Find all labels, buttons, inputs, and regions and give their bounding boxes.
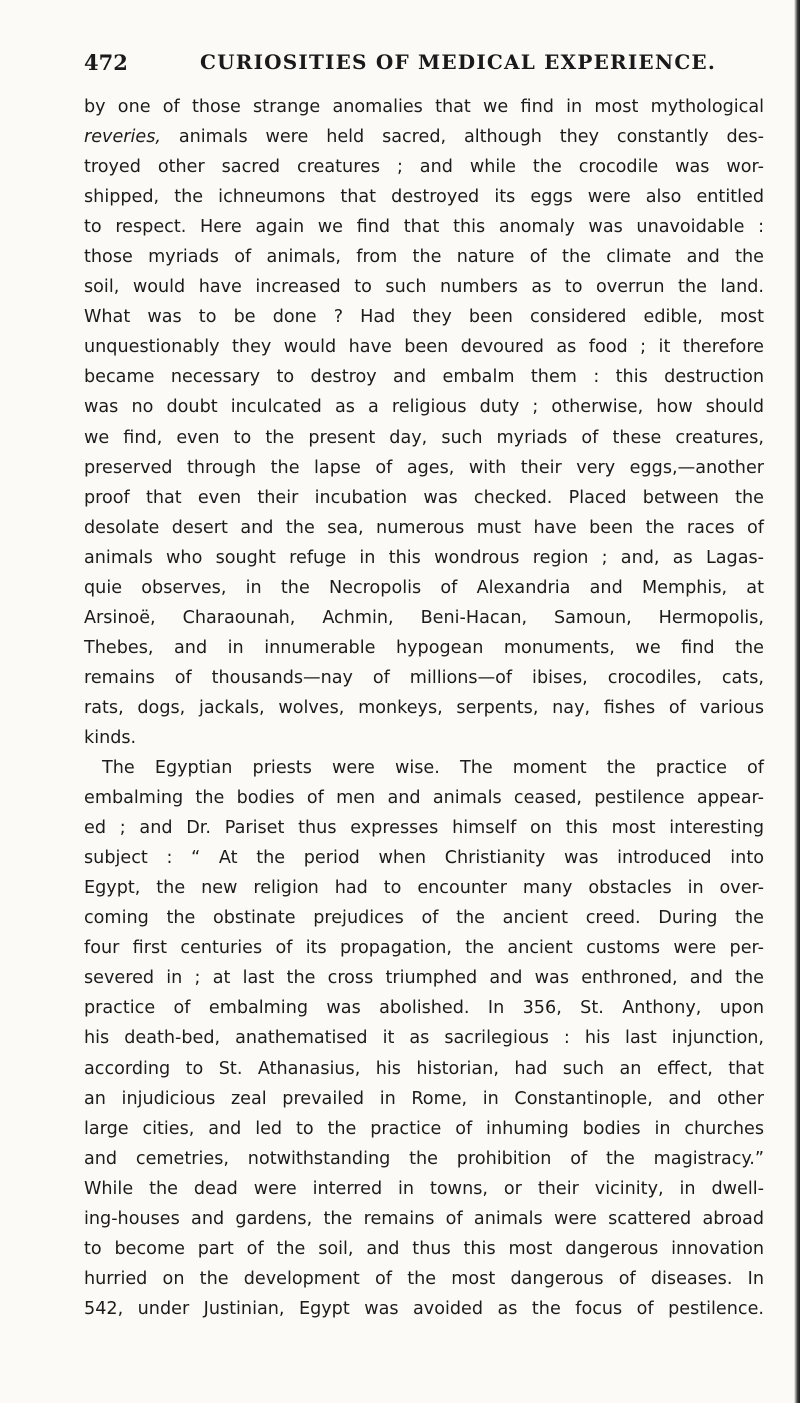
line-text: kinds. xyxy=(84,727,137,748)
line-text: to respect. Here again we find that this anomaly was unavoidable : xyxy=(84,217,764,238)
line-text: preserved through the lapse of ages, with their very eggs,—another xyxy=(84,457,764,478)
text-line xyxy=(84,1084,764,1114)
line-text: unquestionably they would have been devoured as food ; it therefore xyxy=(84,337,764,358)
page-number: 472 xyxy=(84,50,128,75)
line-text: quie observes, in the Necropolis of Alexandria and Memphis, at xyxy=(84,577,764,598)
line-text: was no doubt inculcated as a religious duty ; otherwise, how should xyxy=(84,397,764,418)
line-text: his death-bed, anathematised it as sacrilegious : his last injunction, xyxy=(84,1028,764,1049)
text-line xyxy=(84,963,764,993)
line-text: proof that even their incubation was checked. Placed between the xyxy=(84,487,764,508)
line-text: according to St. Athanasius, his historian, had such an effect, that xyxy=(84,1058,764,1079)
text-line xyxy=(84,332,764,362)
text-line xyxy=(84,1114,764,1144)
text-line xyxy=(84,843,764,873)
line-text: animals who sought refuge in this wondrous region ; and, as Lagas- xyxy=(84,547,764,568)
line-text: rats, dogs, jackals, wolves, monkeys, serpents, nay, fishes of various xyxy=(84,697,764,718)
text-line xyxy=(84,1174,764,1204)
line-text: ing-houses and gardens, the remains of animals were scattered abroad xyxy=(84,1208,764,1229)
text-line xyxy=(84,483,764,513)
running-head: CURIOSITIES OF MEDICAL EXPERIENCE. xyxy=(200,50,717,74)
text-line xyxy=(84,723,764,753)
text-line xyxy=(84,1294,764,1324)
text-line xyxy=(84,362,764,392)
text-line xyxy=(84,182,764,212)
text-line xyxy=(84,813,764,843)
line-text: those myriads of animals, from the nature of the climate and the xyxy=(84,247,764,268)
text-line xyxy=(84,453,764,483)
text-line xyxy=(84,693,764,723)
line-text: While the dead were interred in towns, or their vicinity, in dwell- xyxy=(84,1178,764,1199)
line-text: Arsinoë, Charaounah, Achmin, Beni-Hacan, Samoun, Hermopolis, xyxy=(84,607,764,628)
line-text: hurried on the development of the most dangerous of diseases. In xyxy=(84,1268,764,1289)
text-line xyxy=(84,1204,764,1234)
text-line xyxy=(84,903,764,933)
line-text: four first centuries of its propagation, the ancient customs were per- xyxy=(84,938,764,959)
text-line xyxy=(84,152,764,182)
text-line xyxy=(84,1234,764,1264)
page-header xyxy=(84,50,764,80)
text-line xyxy=(84,122,764,152)
line-text: embalming the bodies of men and animals ceased, pestilence appear- xyxy=(84,788,764,809)
line-text: large cities, and led to the practice of inhuming bodies in churches xyxy=(84,1118,764,1139)
line-text: by one of those strange anomalies that we find in most mythological xyxy=(84,97,764,117)
line-text: practice of embalming was abolished. In 356, St. Anthony, upon xyxy=(84,998,764,1019)
text-line xyxy=(84,1264,764,1294)
line-text: animals were held sacred, although they constantly des- xyxy=(161,127,764,148)
text-line xyxy=(84,1023,764,1053)
line-text: soil, would have increased to such numbers as to overrun the land. xyxy=(84,277,764,298)
text-line xyxy=(84,423,764,453)
text-line xyxy=(84,302,764,332)
text-line xyxy=(84,933,764,963)
line-text: remains of thousands—nay of millions—of ibises, crocodiles, cats, xyxy=(84,667,764,688)
text-line xyxy=(84,603,764,633)
italic-word: reveries, xyxy=(84,127,161,148)
line-text: 542, under Justinian, Egypt was avoided as the focus of pestilence. xyxy=(84,1298,764,1319)
line-text: severed in ; at last the cross triumphed and was enthroned, and the xyxy=(84,968,764,989)
text-line xyxy=(84,92,764,122)
line-text: troyed other sacred creatures ; and while the crocodile was wor- xyxy=(84,157,764,178)
line-text: Thebes, and in innumerable hypogean monuments, we find the xyxy=(84,637,764,658)
text-line xyxy=(84,663,764,693)
line-text: and cemetries, notwithstanding the prohibition of the magistracy.” xyxy=(84,1148,764,1169)
line-text: became necessary to destroy and embalm them : this destruction xyxy=(84,367,764,388)
text-line xyxy=(84,753,764,783)
line-text: coming the obstinate prejudices of the ancient creed. During the xyxy=(84,908,764,929)
line-text: Egypt, the new religion had to encounter many obstacles in over- xyxy=(84,878,764,899)
text-line xyxy=(84,242,764,272)
text-line xyxy=(84,783,764,813)
text-line xyxy=(84,392,764,422)
line-text: subject : “ At the period when Christianity was introduced into xyxy=(84,848,764,869)
line-text: shipped, the ichneumons that destroyed its eggs were also entitled xyxy=(84,187,764,208)
body-text xyxy=(84,92,764,1324)
text-line xyxy=(84,993,764,1023)
text-line xyxy=(84,1054,764,1084)
text-line xyxy=(84,873,764,903)
line-text: to become part of the soil, and thus this most dangerous innovation xyxy=(84,1238,764,1259)
line-text: What was to be done ? Had they been considered edible, most xyxy=(84,307,764,328)
text-line xyxy=(84,513,764,543)
line-text: an injudicious zeal prevailed in Rome, in Constantinople, and other xyxy=(84,1088,764,1109)
text-line xyxy=(84,543,764,573)
text-line xyxy=(84,573,764,603)
line-text: we find, even to the present day, such myriads of these creatures, xyxy=(84,427,764,448)
line-text: The Egyptian priests were wise. The moment the practice of xyxy=(102,758,764,779)
text-line xyxy=(84,272,764,302)
page-edge-shadow xyxy=(794,0,800,1403)
line-text: ed ; and Dr. Pariset thus expresses himself on this most interesting xyxy=(84,818,764,839)
text-line xyxy=(84,1144,764,1174)
text-line xyxy=(84,212,764,242)
text-line xyxy=(84,633,764,663)
line-text: desolate desert and the sea, numerous must have been the races of xyxy=(84,517,764,538)
